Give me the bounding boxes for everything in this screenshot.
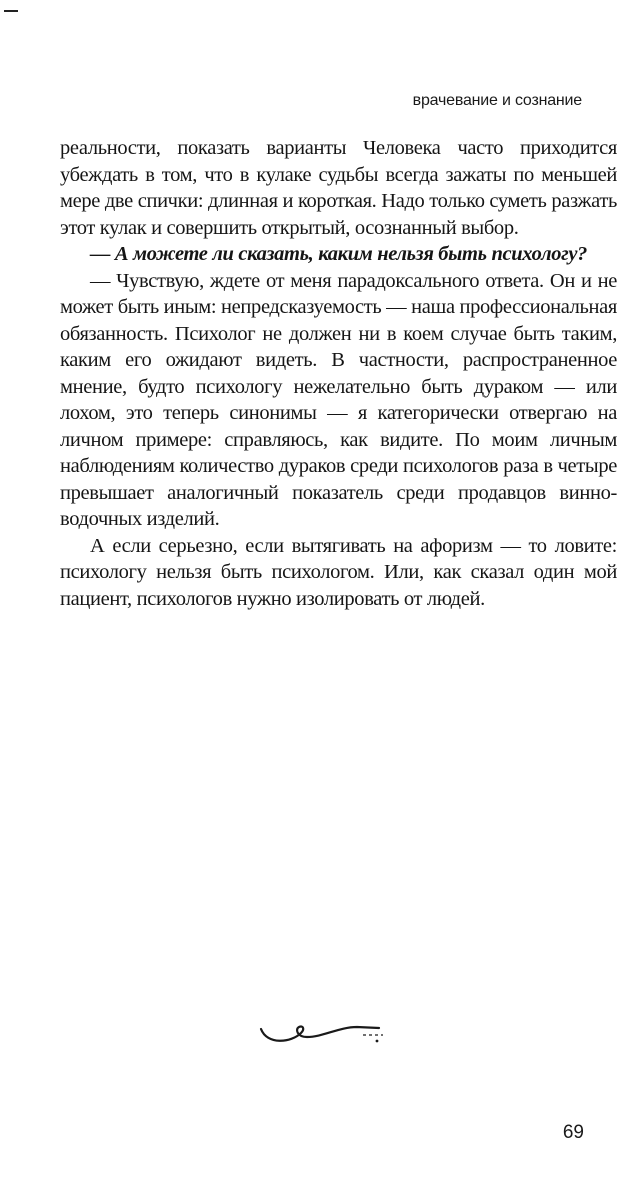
paragraph-answer: — Чувствую, ждете от меня парадоксального ответа. Он и не может быть иным: непредсказуемость — наша профессиональная обязанность. Психолог не должен ни в коем случае быть таким, каким его ожидают видеть. В частности, распространенное мнение, будто психологу нежелательно быть дураком — или лохом, это теперь синонимы — я категорически отвергаю на личном примере: справляюсь, как видите. По моим личным наблюдениям количество дураков среди психологов раза в четыре превышает аналогичный показатель среди продавцов винно-водочных изделий. [60,269,617,530]
running-header: врачевание и сознание [412,92,582,109]
flourish-ornament-icon [253,1015,393,1055]
body-text [60,135,617,612]
interview-question: — А можете ли сказать, каким нельзя быть психологу? [90,243,588,265]
paragraph-1: реальности, показать варианты Человека часто приходится убеждать в том, что в кулаке судьбы всегда зажаты по меньшей мере две спички: длинная и короткая. Надо только суметь разжать этот кулак и совершить открытый, осознанный выбор. [60,137,617,239]
page-number: 69 [562,1122,584,1143]
scan-corner-mark [4,10,18,12]
paragraph-conclusion: А если серьезно, если вытягивать на афоризм — то ловите: психологу нельзя быть психологом. Или, как сказал один мой пациент, психологов нужно изолировать от людей. [60,534,617,610]
